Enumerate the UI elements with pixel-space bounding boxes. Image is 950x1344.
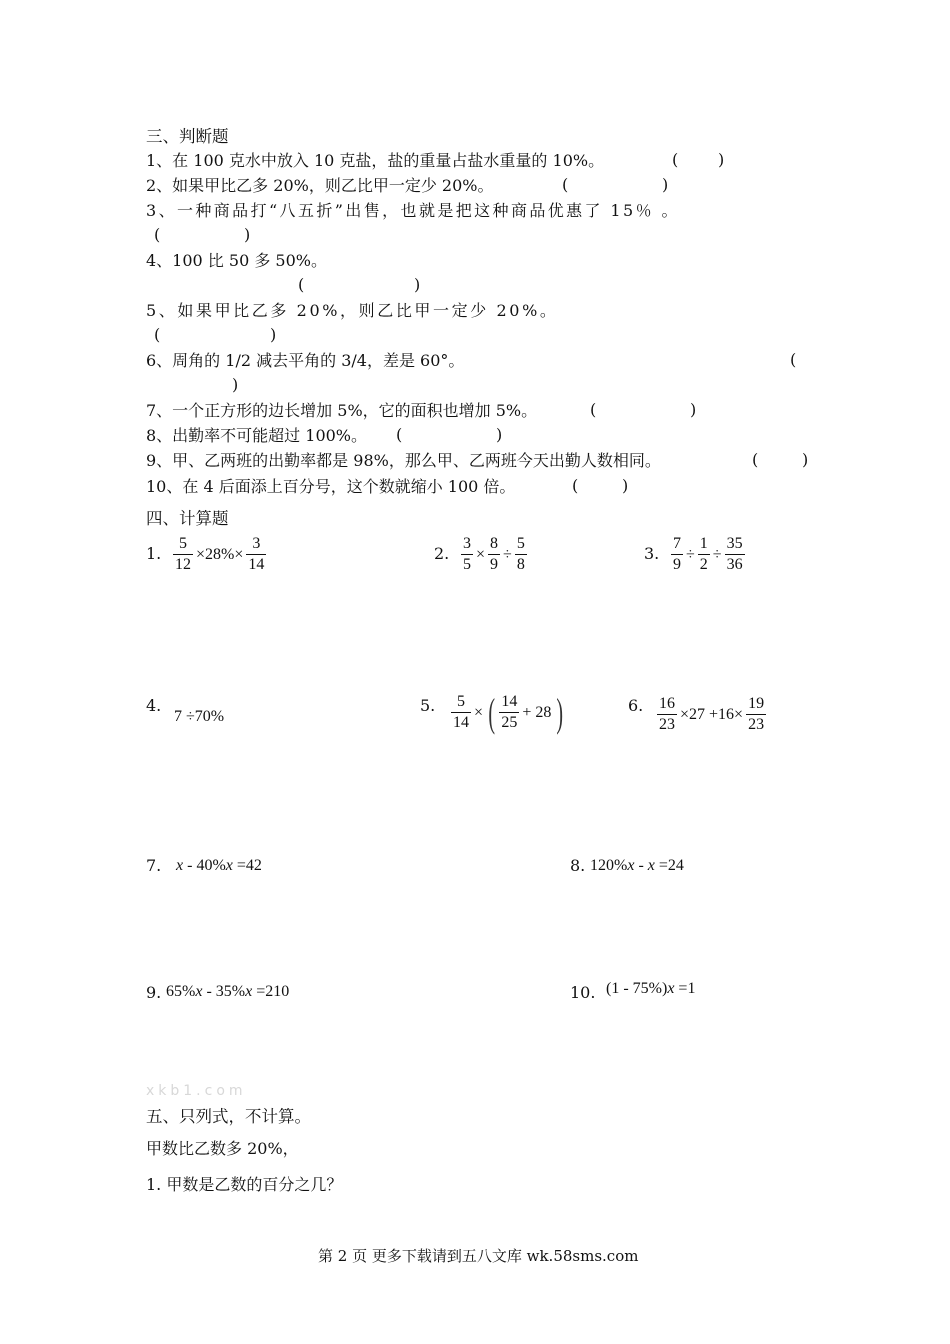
problem-7-number: 7. (146, 856, 162, 875)
numerator: 3 (463, 535, 471, 552)
variable: x (627, 857, 635, 874)
coefficient: 120% (590, 857, 628, 874)
answer-paren-close-4: ) (414, 275, 421, 294)
problem-10-number: 10. (570, 983, 596, 1002)
problem-4-expression: 7 ÷70% (174, 708, 225, 725)
fraction (451, 692, 471, 733)
operator: ÷ (686, 545, 695, 563)
numerator: 7 (673, 535, 681, 552)
problem-6-number: 6. (628, 696, 644, 715)
section-4-title: 四、计算题 (146, 509, 229, 528)
problem-7-expression (176, 857, 262, 875)
numerator: 14 (501, 693, 518, 710)
problem-5-number: 5. (420, 696, 436, 715)
page-footer: 第 2 页 更多下载请到五八文库 wk.58sms.com (318, 1247, 639, 1265)
numerator: 19 (748, 695, 765, 712)
answer-paren-close-3: ) (244, 225, 251, 244)
answer-paren-close-9: ) (802, 450, 809, 469)
answer-paren-open-6[interactable]: ( (790, 350, 797, 369)
equals-value: =42 (232, 857, 262, 874)
fraction (173, 534, 193, 575)
fraction (725, 534, 745, 575)
answer-paren-open-1[interactable]: ( (672, 150, 679, 169)
answer-paren-close-8: ) (496, 425, 503, 444)
operator: ÷ (712, 545, 722, 563)
denominator: 14 (453, 714, 469, 731)
numerator: 5 (457, 693, 465, 710)
judgement-item-8: 8、出勤率不可能超过 100%。 (146, 426, 368, 445)
operator: ÷ (503, 545, 512, 563)
operator: × (476, 545, 486, 563)
answer-paren-close-7: ) (690, 400, 697, 419)
fraction (246, 534, 266, 575)
answer-paren-open-7[interactable]: ( (590, 400, 597, 419)
numerator: 1 (699, 535, 708, 552)
judgement-item-6: 6、周角的 1/2 减去平角的 3/4，差是 60°。 (146, 351, 465, 370)
section-5-question-1: 1. 甲数是乙数的百分之几？ (146, 1175, 343, 1194)
problem-2-expression (460, 534, 528, 575)
answer-paren-close-2: ) (662, 175, 669, 194)
denominator: 23 (659, 716, 675, 733)
denominator: 5 (463, 556, 471, 573)
answer-paren-open-8[interactable]: ( (396, 425, 403, 444)
problem-3-number: 3. (644, 544, 660, 563)
fraction (657, 694, 677, 735)
equals-value: =210 (252, 983, 290, 1000)
judgement-item-7: 7、一个正方形的边长增加 5%，它的面积也增加 5%。 (146, 401, 538, 420)
equals-value: =24 (654, 857, 684, 874)
answer-paren-close-5: ) (270, 325, 277, 344)
denominator: 9 (490, 556, 499, 573)
judgement-item-1: 1、在 100 克水中放入 10 克盐，盐的重量占盐水重量的 10%。 (146, 151, 605, 170)
answer-paren-open-2[interactable]: ( (562, 175, 569, 194)
problem-1-number: 1. (146, 544, 162, 563)
fraction (515, 534, 527, 575)
answer-paren-open-9[interactable]: ( (752, 450, 759, 469)
variable: x (647, 857, 655, 874)
operator: - 40% (183, 857, 226, 874)
operator: + 28 (522, 703, 552, 721)
problem-2-number: 2. (434, 544, 450, 563)
variable: x (176, 857, 184, 874)
numerator: 16 (659, 695, 675, 712)
variable: x (667, 980, 675, 997)
denominator: 2 (699, 556, 708, 573)
judgement-item-5: 5、如果甲比乙多 20%，则乙比甲一定少 20%。 (146, 301, 559, 320)
operator: - 35% (202, 983, 246, 1000)
judgement-item-10: 10、在 4 后面添上百分号，这个数就缩小 100 倍。 (146, 477, 516, 496)
numerator: 8 (490, 535, 499, 552)
denominator: 9 (673, 556, 681, 573)
equals-value: =1 (674, 980, 696, 997)
fraction (499, 692, 519, 733)
operator: - (634, 857, 648, 874)
fraction (461, 534, 473, 575)
numerator: 5 (516, 535, 525, 552)
coefficient: 65% (166, 983, 196, 1000)
parenthesized-term: (1 - 75%) (606, 980, 668, 997)
section-5-title: 五、只列式，不计算。 (146, 1107, 311, 1126)
section-5-given: 甲数比乙数多 20%， (146, 1139, 299, 1158)
problem-10-expression (606, 980, 695, 998)
numerator: 35 (726, 535, 743, 552)
numerator: 5 (179, 535, 187, 552)
operator: ×28%× (196, 545, 244, 563)
problem-9-number: 9. (146, 983, 162, 1002)
problem-8-number: 8. (570, 856, 586, 875)
answer-paren-open-4[interactable]: ( (298, 275, 305, 294)
watermark-text: xkb1.com (146, 1083, 247, 1099)
fraction (488, 534, 500, 575)
denominator: 12 (175, 556, 191, 573)
denominator: 36 (726, 556, 743, 573)
answer-paren-close-10: ) (622, 476, 629, 495)
answer-paren-open-3[interactable]: ( (154, 225, 161, 244)
answer-paren-open-10[interactable]: ( (572, 476, 579, 495)
judgement-item-9: 9、甲、乙两班的出勤率都是 98%，那么甲、乙两班今天出勤人数相同。 (146, 451, 661, 470)
judgement-item-3: 3、一种商品打“八五折”出售，也就是把这种商品优惠了 15％ 。 (146, 201, 680, 220)
fraction (671, 534, 683, 575)
answer-paren-close-6: ) (232, 375, 239, 394)
problem-9-expression (166, 983, 289, 1001)
judgement-item-4: 4、100 比 50 多 50%。 (146, 251, 327, 270)
problem-4-number: 4. (146, 696, 162, 715)
problem-5-expression (450, 689, 567, 735)
numerator: 3 (252, 535, 261, 552)
denominator: 23 (748, 716, 765, 733)
judgement-item-2: 2、如果甲比乙多 20%，则乙比甲一定少 20%。 (146, 176, 494, 195)
fraction (746, 694, 766, 735)
problem-3-expression (670, 534, 746, 575)
denominator: 25 (501, 714, 518, 731)
denominator: 8 (516, 556, 525, 573)
operator: × (474, 703, 484, 721)
variable: x (195, 983, 203, 1000)
section-3-title: 三、判断题 (146, 127, 229, 146)
fraction (698, 534, 710, 575)
problem-6-expression (656, 694, 767, 735)
denominator: 14 (248, 556, 265, 573)
left-paren: ( (488, 689, 496, 735)
problem-8-expression (590, 857, 684, 875)
answer-paren-close-1: ) (718, 150, 725, 169)
answer-paren-open-5[interactable]: ( (154, 325, 161, 344)
variable: x (225, 857, 233, 874)
right-paren: ) (556, 689, 564, 735)
variable: x (245, 983, 253, 1000)
problem-1-expression (172, 534, 267, 575)
operator: ×27 +16× (680, 705, 744, 723)
